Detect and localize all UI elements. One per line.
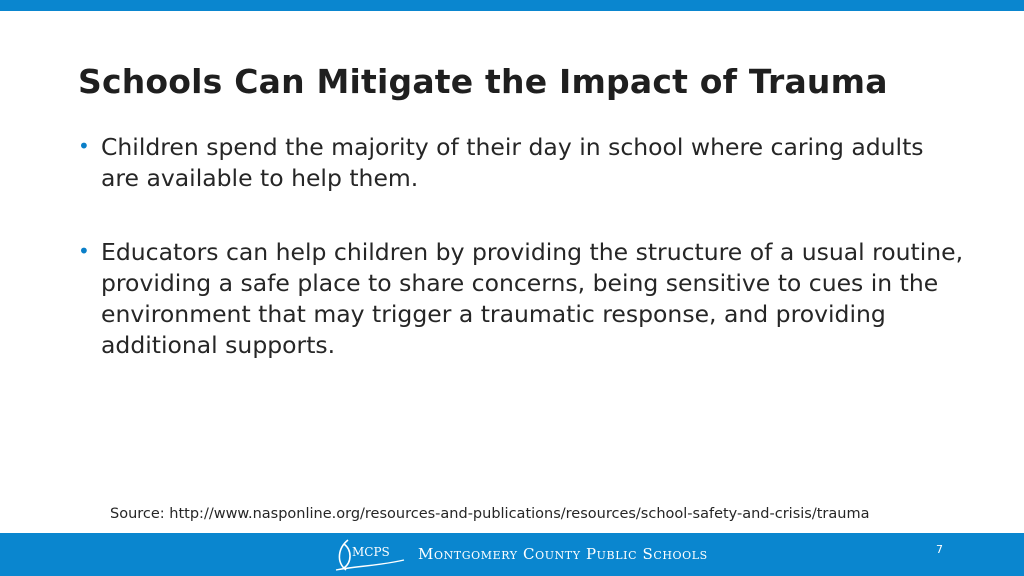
page-number: 7 <box>936 543 943 556</box>
logo-text: MCPS <box>352 545 390 559</box>
slide-title: Schools Can Mitigate the Impact of Trauma <box>78 62 888 101</box>
source-citation: Source: http://www.nasponline.org/resources-and-publications/resources/school-safety-and-crisis/trauma <box>110 506 870 522</box>
bullet-item <box>78 237 968 361</box>
bullet-text: Children spend the majority of their day in school where caring adults are available to help them. <box>101 133 924 192</box>
top-accent-bar <box>0 0 1024 11</box>
bullet-item <box>78 132 968 194</box>
organization-name: Montgomery County Public Schools <box>418 545 708 563</box>
bullet-list <box>78 132 968 361</box>
mcps-logo-icon <box>330 536 410 574</box>
bullet-icon: • <box>78 134 90 158</box>
bullet-icon: • <box>78 239 90 263</box>
bullet-text: Educators can help children by providing the structure of a usual routine, providing a safe place to share concerns, being sensitive to cues in the environment that may trigger a traumatic response, and providing additional supports. <box>101 238 964 359</box>
footer-bar <box>0 533 1024 576</box>
